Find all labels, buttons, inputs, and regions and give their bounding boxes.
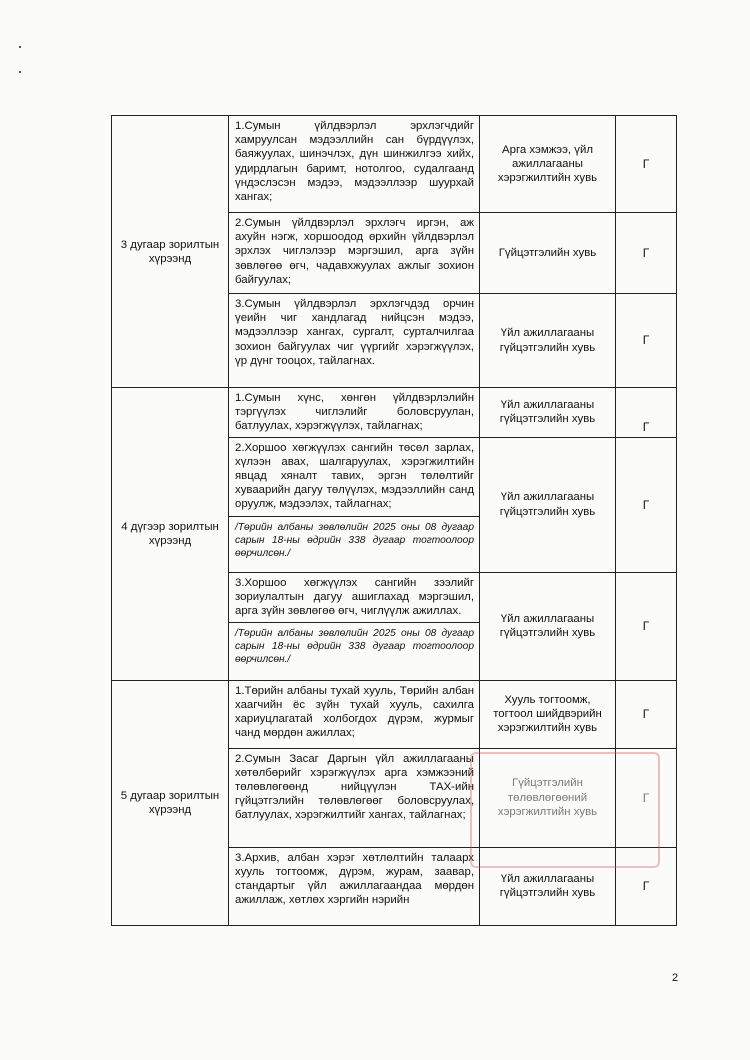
measure-cell	[480, 388, 616, 438]
task-text: 2.Сумын Засаг Даргын үйл ажиллагааны хөтөлбөрийг хэрэгжүүлэх арга хэмжээний төлөвлөгөөнд нийцүүлэн ТАХ-ийн гүйцэтгэлийн төлөвлөгөөг боловсруулах, батлуулах, хэрэгжилтийг хангах, тайлагнах;	[235, 752, 474, 822]
amendment-note: /Төрийн албаны зөвлөлийн 2025 оны 08 дугаар сарын 18-ны өдрийн 338 дугаар тогтоолоор өөрчилсөн./	[235, 521, 474, 559]
measure-text: Үйл ажиллагааны гүйцэтгэлийн хувь	[499, 399, 596, 426]
divider	[229, 622, 479, 623]
measure-cell	[480, 213, 616, 294]
measure-cell	[480, 847, 616, 925]
measure-text: Гүйцэтгэлийн хувь	[498, 246, 597, 259]
task-text: 3.Сумын үйлдвэрлэл эрхлэгчдэд орчин үеийн чиг хандлагад нийцсэн мэдээ, мэдээллээр хангах, сургалт, сурталчилгаа зохион байгуулах чиг үүргийг хэрэгжүүлэх, үр дүнг тооцох, тайлагнах.	[235, 298, 474, 367]
goal-label: 5 дугаар зорилтын хүрээнд	[120, 789, 220, 816]
page-number: 2	[672, 972, 679, 984]
task-cell	[229, 213, 480, 294]
divider	[229, 516, 479, 517]
task-cell	[229, 388, 480, 438]
task-text: 2.Сумын үйлдвэрлэл эрхлэгч иргэн, аж ахуйн нэгж, хоршоодод өрхийн үйлдвэрлэл эрхлэх чиглэлээр мэргэшил, арга зүйн зөвлөгөө өгч, чадавхжуулах ажлыг зохион байгуулах;	[235, 217, 474, 286]
task-cell	[229, 572, 480, 680]
mark-cell	[616, 213, 677, 294]
table-row	[112, 116, 677, 213]
measure-cell	[480, 437, 616, 572]
mark-text: Г	[642, 619, 650, 633]
task-text: 3.Хоршоо хөгжүүлэх сангийн зээлийг зориулалтын дагуу ашиглахад мэргэшил, арга зүйн зөвлөгөө өгч, чиглүүлж ажиллах.	[235, 576, 474, 618]
mark-cell	[616, 847, 677, 925]
task-cell	[229, 294, 480, 388]
task-cell	[229, 437, 480, 572]
mark-text: Г	[642, 333, 650, 348]
measure-text: Үйл ажиллагааны гүйцэтгэлийн хувь	[499, 491, 596, 518]
measure-cell	[480, 294, 616, 388]
goal-cell	[112, 116, 229, 388]
measure-text: Үйл ажиллагааны гүйцэтгэлийн хувь	[499, 327, 596, 354]
scan-mark	[19, 71, 21, 73]
task-cell	[229, 116, 480, 213]
goal-cell	[112, 388, 229, 681]
measure-cell	[480, 748, 616, 847]
task-cell	[229, 748, 480, 847]
table-row	[112, 680, 677, 748]
mark-text: Г	[642, 707, 650, 721]
mark-text: Г	[642, 156, 650, 171]
measure-text: Хууль тогтоомж, тогтоол шийдвэрийн хэрэгжилтийн хувь	[493, 693, 602, 735]
task-cell	[229, 680, 480, 748]
task-text: 1.Төрийн албаны тухай хууль, Төрийн албан хаагчийн ёс зүйн тухай хууль, сахилга хариуцлагатай холбогдох дүрэм, журмыг чанд мөрдөн ажиллах;	[235, 684, 474, 740]
goals-table	[111, 115, 677, 926]
task-text: 1.Сумын үйлдвэрлэл эрхлэгчдийг хамруулсан мэдээллийн сан бүрдүүлэх, баяжуулах, шинэчлэх, дүн шинжилгээ хийх, удирдлагын баримт, нотолгоо, судалгаанд үндэслэсэн мэдээ, мэдээллээр шуурхай хангах;	[235, 120, 474, 204]
task-text: 3.Архив, албан хэрэг хөтлөлтийн талаарх хууль тогтоомж, дүрэм, журам, заавар, стандартыг үйл ажиллагаандаа мөрдөн ажиллаж, хөтлөх хэргийн нэрийн	[235, 851, 474, 907]
mark-cell	[616, 437, 677, 572]
measure-text: Үйл ажиллагааны гүйцэтгэлийн хувь	[499, 872, 596, 900]
measure-cell	[480, 572, 616, 680]
mark-text: Г	[642, 790, 650, 805]
mark-cell	[616, 748, 677, 847]
mark-cell	[616, 116, 677, 213]
mark-text: Г	[642, 420, 650, 435]
mark-text: Г	[642, 497, 650, 512]
goal-label: 4 дүгээр зорилтын хүрээнд	[121, 520, 219, 547]
measure-text: Гүйцэтгэлийн төлөвлөгөөний хэрэгжилтийн хувь	[497, 777, 598, 818]
task-text: 1.Сумын хүнс, хөнгөн үйлдвэрлэлийн тэргүүлэх чиглэлийг боловсруулан, батлуулах, хэрэгжүүлэх, тайлагнах;	[235, 392, 474, 433]
measure-cell	[480, 680, 616, 748]
amendment-note: /Төрийн албаны зөвлөлийн 2025 оны 08 дугаар сарын 18-ны өдрийн 338 дугаар тогтоолоор өөрчилсөн./	[235, 628, 474, 666]
task-cell	[229, 847, 480, 925]
mark-text: Г	[642, 245, 650, 260]
mark-text: Г	[642, 879, 650, 893]
measure-cell	[480, 116, 616, 213]
measure-text: Арга хэмжээ, үйл ажиллагааны хэрэгжилтийн хувь	[497, 143, 598, 185]
task-text: 2.Хоршоо хөгжүүлэх сангийн төсөл зарлах, хүлээн авах, шалгаруулах, хэрэгжилтийн явцад хяналт тавих, эргэн төлөлтийг хуваарийн дагуу төлүүлэх, мэдээллийн санд оруулж, мэдээлэх, тайлагнах;	[235, 441, 474, 511]
mark-cell	[616, 388, 677, 438]
mark-cell	[616, 294, 677, 388]
goal-cell	[112, 680, 229, 925]
mark-cell	[616, 680, 677, 748]
mark-cell	[616, 572, 677, 680]
measure-text: Үйл ажиллагааны гүйцэтгэлийн хувь	[499, 612, 596, 640]
goal-label: 3 дугаар зорилтын хүрээнд	[120, 238, 220, 265]
table-row	[112, 388, 677, 438]
scan-mark	[19, 46, 21, 48]
